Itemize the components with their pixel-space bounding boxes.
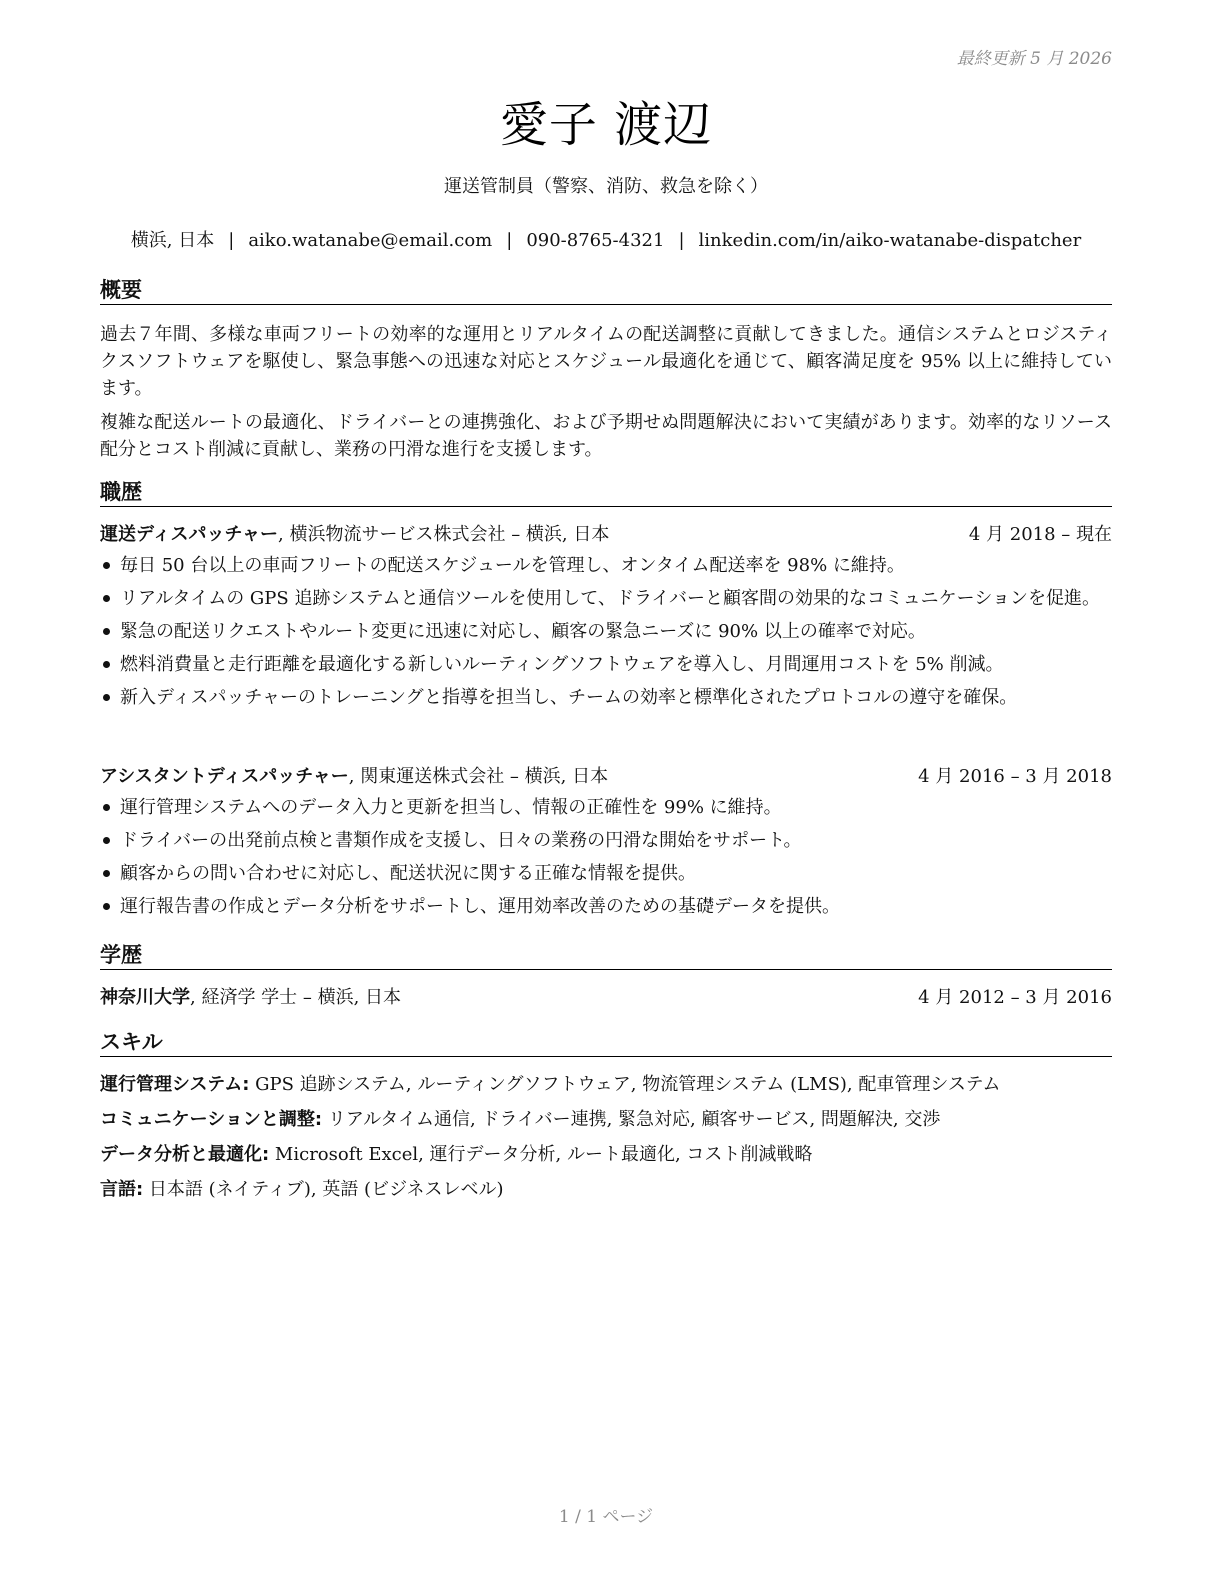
contact-linkedin[interactable]: linkedin.com/in/aiko-watanabe-dispatcher bbox=[698, 230, 1082, 251]
bullet-icon bbox=[103, 694, 110, 701]
job-company: , 関東運送株式会社 – 横浜, 日本 bbox=[348, 766, 609, 787]
job-role: 運送ディスパッチャー bbox=[100, 524, 279, 545]
bullet-icon bbox=[103, 661, 110, 668]
bullet-icon bbox=[103, 562, 110, 569]
job-title: 運送管制員（警察、消防、救急を除く） bbox=[444, 176, 768, 197]
bullet-icon bbox=[103, 628, 110, 635]
experience-heading: 職歴 bbox=[100, 479, 1112, 507]
contact-separator: | bbox=[228, 230, 235, 251]
skill-line bbox=[100, 1178, 1112, 1202]
list-item bbox=[100, 552, 1112, 579]
job-header bbox=[100, 765, 1112, 789]
degree-info: , 経済学 学士 – 横浜, 日本 bbox=[190, 987, 402, 1008]
bullet-text: 緊急の配送リクエストやルート変更に迅速に対応し、顧客の緊急ニーズに 90% 以上の確率で対応。 bbox=[120, 621, 926, 642]
list-item bbox=[100, 585, 1112, 612]
summary-heading: 概要 bbox=[100, 277, 1112, 305]
skill-line bbox=[100, 1108, 1112, 1132]
job-bullets bbox=[100, 552, 1112, 717]
school-name: 神奈川大学 bbox=[100, 987, 190, 1008]
skill-value: 日本語 (ネイティブ), 英語 (ビジネスレベル) bbox=[143, 1179, 504, 1200]
job-dates: 4 月 2016 – 3 月 2018 bbox=[918, 766, 1112, 787]
summary-paragraph: 過去７年間、多様な車両フリートの効率的な運用とリアルタイムの配送調整に貢献してきました。通信システムとロジスティクスソフトウェアを駆使し、緊急事態への迅速な対応とスケジュール最適化を通じて、顧客満足度を 95% 以上に維持しています。 bbox=[100, 324, 1112, 399]
skill-line bbox=[100, 1073, 1112, 1097]
job-company: , 横浜物流サービス株式会社 – 横浜, 日本 bbox=[278, 524, 610, 545]
bullet-icon bbox=[103, 595, 110, 602]
bullet-text: 顧客からの問い合わせに対応し、配送状況に関する正確な情報を提供。 bbox=[120, 863, 696, 884]
bullet-text: 燃料消費量と走行距離を最適化する新しいルーティングソフトウェアを導入し、月間運用コストを 5% 削減。 bbox=[120, 654, 1004, 675]
bullet-text: 新入ディスパッチャーのトレーニングと指導を担当し、チームの効率と標準化されたプロトコルの遵守を確保。 bbox=[120, 687, 1018, 708]
skill-value: GPS 追跡システム, ルーティングソフトウェア, 物流管理システム (LMS), 配車管理システム bbox=[249, 1074, 1001, 1095]
bullet-icon bbox=[103, 903, 110, 910]
skill-label: コミュニケーションと調整: bbox=[100, 1109, 323, 1130]
contact-location: 横浜, 日本 bbox=[130, 230, 215, 251]
bullet-text: ドライバーの出発前点検と書類作成を支援し、日々の業務の円滑な開始をサポート。 bbox=[120, 830, 802, 851]
list-item bbox=[100, 860, 1112, 887]
list-item bbox=[100, 651, 1112, 678]
job-bullets bbox=[100, 794, 1112, 926]
resume-page bbox=[100, 0, 1112, 1584]
skill-value: リアルタイム通信, ドライバー連携, 緊急対応, 顧客サービス, 問題解決, 交渉 bbox=[322, 1109, 941, 1130]
skill-label: 運行管理システム: bbox=[100, 1074, 250, 1095]
contact-line bbox=[100, 226, 1112, 252]
skill-label: データ分析と最適化: bbox=[100, 1144, 270, 1165]
education-entry bbox=[100, 986, 1112, 1010]
list-item bbox=[100, 618, 1112, 645]
summary-paragraph: 複雑な配送ルートの最適化、ドライバーとの連携強化、および予期せぬ問題解決において実績があります。効率的なリソース配分とコスト削減に貢献し、業務の円滑な進行を支援します。 bbox=[100, 412, 1112, 460]
job-header bbox=[100, 523, 1112, 547]
page-number: 1 / 1 ページ bbox=[558, 1507, 654, 1527]
bullet-text: 運行報告書の作成とデータ分析をサポートし、運用効率改善のための基礎データを提供。 bbox=[120, 896, 840, 917]
list-item bbox=[100, 684, 1112, 711]
bullet-text: リアルタイムの GPS 追跡システムと通信ツールを使用して、ドライバーと顧客間の効果的なコミュニケーションを促進。 bbox=[120, 588, 1100, 609]
bullet-text: 毎日 50 台以上の車両フリートの配送スケジュールを管理し、オンタイム配送率を 98% に維持。 bbox=[120, 555, 905, 576]
education-dates: 4 月 2012 – 3 月 2016 bbox=[918, 987, 1112, 1008]
contact-phone[interactable]: 090-8765-4321 bbox=[526, 230, 665, 251]
job-dates: 4 月 2018 – 現在 bbox=[968, 524, 1112, 545]
list-item bbox=[100, 893, 1112, 920]
candidate-name: 愛子 渡辺 bbox=[499, 97, 713, 153]
bullet-icon bbox=[103, 837, 110, 844]
list-item bbox=[100, 827, 1112, 854]
skill-label: 言語: bbox=[100, 1179, 144, 1200]
contact-separator: | bbox=[678, 230, 685, 251]
skill-line bbox=[100, 1143, 1112, 1167]
skill-value: Microsoft Excel, 運行データ分析, ルート最適化, コスト削減戦略 bbox=[269, 1144, 813, 1165]
bullet-icon bbox=[103, 870, 110, 877]
bullet-text: 運行管理システムへのデータ入力と更新を担当し、情報の正確性を 99% に維持。 bbox=[120, 797, 782, 818]
bullet-icon bbox=[103, 804, 110, 811]
skills-heading: スキル bbox=[100, 1029, 1112, 1057]
contact-email[interactable]: aiko.watanabe@email.com bbox=[248, 230, 493, 251]
list-item bbox=[100, 794, 1112, 821]
job-role: アシスタントディスパッチャー bbox=[100, 766, 349, 787]
education-heading: 学歴 bbox=[100, 942, 1112, 970]
last-updated: 最終更新 5 月 2026 bbox=[956, 49, 1112, 69]
contact-separator: | bbox=[506, 230, 513, 251]
